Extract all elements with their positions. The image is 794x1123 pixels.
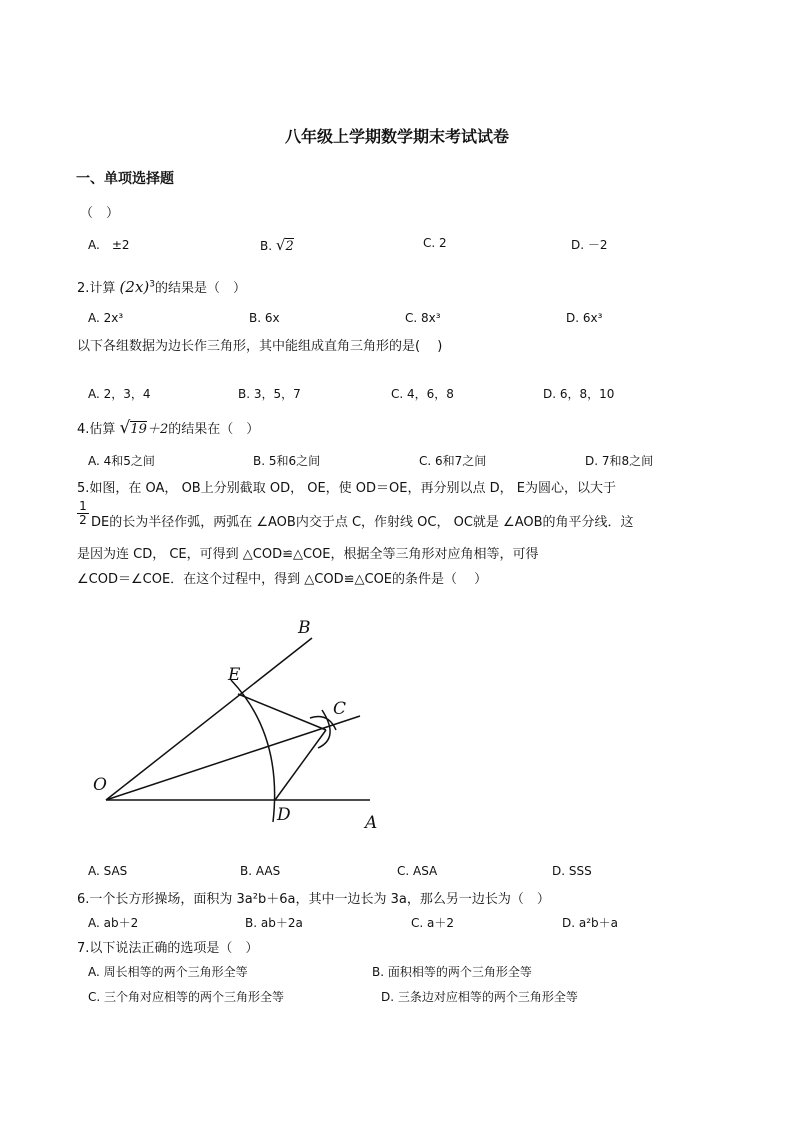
q2-option-a: A. 2x³: [88, 311, 124, 325]
q5-option-c: C. ASA: [397, 864, 438, 878]
q7-option-b: B. 面积相等的两个三角形全等: [372, 965, 532, 979]
q5-line4: ∠COD＝∠COE．在这个过程中，得到 △COD≌△COE的条件是（ ）: [77, 572, 488, 587]
q1-stem: （ ）: [80, 206, 120, 221]
q4-option-b: B. 5和6之间: [253, 454, 321, 468]
label-D: D: [277, 805, 291, 825]
q3-option-b: B. 3，5，7: [238, 387, 301, 401]
q1-option-b-radicand: 2: [285, 239, 294, 254]
q4-suffix: 的结果在（ ）: [168, 422, 260, 437]
q5-line3: 是因为连 CD， CE，可得到 △COD≌△COE，根据全等三角形对应角相等，可得: [77, 547, 539, 562]
q4-radicand: 19: [130, 422, 147, 437]
q7-option-a: A. 周长相等的两个三角形全等: [88, 965, 248, 979]
q3-option-c: C. 4，6，8: [391, 387, 454, 401]
q7-option-c: C. 三个角对应相等的两个三角形全等: [88, 990, 285, 1004]
ray-OB: [106, 638, 312, 800]
label-A: A: [365, 813, 378, 833]
q2-option-c: C. 8x³: [405, 311, 441, 325]
q7-stem: 7.以下说法正确的选项是（ ）: [77, 941, 259, 956]
q4-option-d: D. 7和8之间: [585, 454, 654, 468]
q4-prefix: 4.估算: [77, 422, 116, 437]
q2-prefix: 2.计算: [77, 281, 116, 296]
q5-option-d: D. SSS: [552, 864, 592, 878]
q2-expression: (2x): [119, 278, 150, 296]
section-heading: 一、单项选择题: [76, 171, 174, 187]
q5-line1: 5.如图，在 OA， OB上分别截取 OD， OE，使 OD＝OE，再分别以点 D， E为圆心，以大于: [77, 481, 616, 496]
q4-option-a: A. 4和5之间: [88, 454, 155, 468]
q4-option-c: C. 6和7之间: [419, 454, 487, 468]
page-title: 八年级上学期数学期末考试试卷: [284, 127, 509, 146]
q6-option-b: B. ab＋2a: [245, 916, 303, 930]
q1-option-c: C. 2: [423, 236, 447, 250]
q6-option-a: A. ab＋2: [88, 916, 139, 930]
q2-option-d: D. 6x³: [566, 311, 603, 325]
q5-line2: DE的长为半径作弧，两弧在 ∠AOB内交于点 C，作射线 OC， OC就是 ∠AOB的角平分线．这: [91, 515, 634, 530]
q1-option-d: D. －2: [571, 238, 608, 252]
sqrt-symbol: √: [119, 418, 131, 438]
segment-DC: [275, 730, 326, 800]
q6-option-d: D. a²b＋a: [562, 916, 619, 930]
q3-option-a: A. 2，3，4: [88, 387, 151, 401]
q5-fraction-numerator: 1: [77, 500, 89, 514]
label-C: C: [333, 699, 347, 719]
q6-option-c: C. a＋2: [411, 916, 454, 930]
q2-exponent: 3: [149, 279, 155, 290]
label-E: E: [228, 665, 241, 685]
q1-option-b-prefix: B.: [260, 239, 273, 253]
segment-EC: [238, 694, 326, 730]
q3-option-d: D. 6，8，10: [543, 387, 615, 401]
q1-option-a: A. ±2: [88, 238, 130, 252]
q7-option-d: D. 三条边对应相等的两个三角形全等: [381, 990, 578, 1004]
q2-option-b: B. 6x: [249, 311, 280, 325]
q5-option-a: A. SAS: [88, 864, 128, 878]
label-B: B: [298, 618, 311, 638]
q4-after-sqrt: ＋2: [146, 422, 169, 437]
label-O: O: [93, 775, 107, 795]
q5-option-b: B. AAS: [240, 864, 281, 878]
q2-suffix: 的结果是（ ）: [155, 281, 247, 296]
q3-stem: 以下各组数据为边长作三角形，其中能组成直角三角形的是( ): [77, 339, 443, 354]
q6-stem: 6.一个长方形操场，面积为 3a²b＋6a，其中一边长为 3a，那么另一边长为（ ）: [77, 892, 550, 907]
q5-fraction-denominator: 2: [79, 513, 87, 527]
sqrt-symbol: √: [275, 236, 286, 254]
